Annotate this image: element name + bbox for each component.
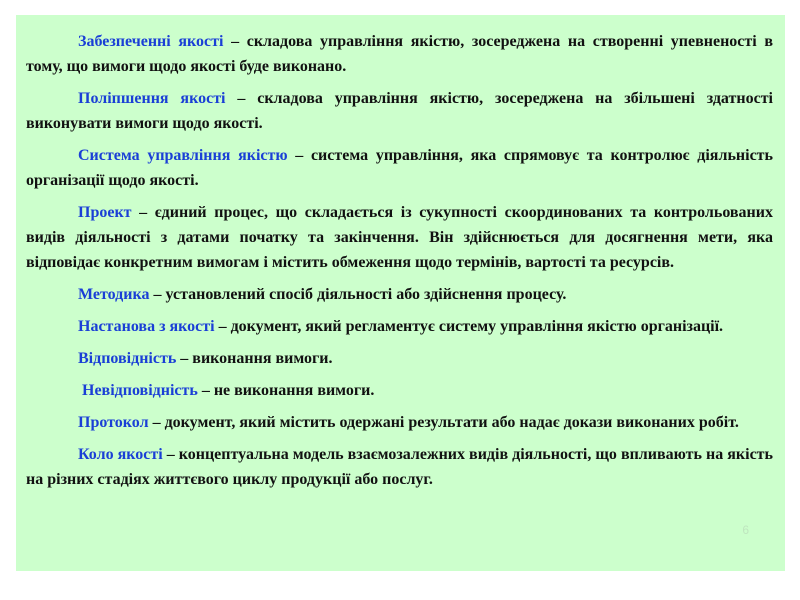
definition-quality-management-system bbox=[26, 143, 773, 193]
definition-text: – складова управління якістю, зосереджена на збільшені здатності виконувати вимоги щодо якості. bbox=[26, 90, 774, 132]
slide-panel bbox=[16, 15, 785, 571]
definition-term: Протокол bbox=[78, 414, 149, 431]
definition-text: – не виконання вимоги. bbox=[197, 382, 375, 399]
definition-quality-manual bbox=[26, 314, 773, 339]
definition-text: – концептуальна модель взаємозалежних видів діяльності, що впливають на якість на різних стадіях життєвого циклу продукції або послуг. bbox=[26, 446, 773, 488]
slide-number: 6 bbox=[742, 523, 749, 537]
definitions-list bbox=[26, 29, 773, 499]
definition-conformity bbox=[26, 346, 773, 371]
definition-term: Настанова з якості bbox=[78, 318, 215, 335]
definition-text: – документ, який регламентує систему управління якістю організації. bbox=[214, 318, 724, 335]
definition-term: Поліпшення якості bbox=[78, 90, 226, 107]
definition-quality-assurance bbox=[26, 29, 773, 79]
definition-term: Відповідність bbox=[78, 350, 177, 367]
definition-term: Коло якості bbox=[78, 446, 163, 463]
definition-term: Проект bbox=[78, 204, 132, 221]
definition-text: – установлений спосіб діяльності або здійснення процесу. bbox=[149, 286, 567, 303]
definition-term: Методика bbox=[78, 286, 150, 303]
definition-term: Невідповідність bbox=[82, 382, 198, 399]
definition-quality-loop bbox=[26, 442, 773, 492]
definition-quality-improvement bbox=[26, 86, 773, 136]
definition-text: – виконання вимоги. bbox=[176, 350, 333, 367]
definition-term: Забезпеченні якості bbox=[78, 33, 224, 50]
definition-text: – система управління, яка спрямовує та контролює діяльність організації щодо якості. bbox=[26, 147, 773, 189]
definition-text: – документ, який містить одержані результати або надає докази виконаних робіт. bbox=[148, 414, 739, 431]
definition-procedure bbox=[26, 282, 773, 307]
definition-term: Система управління якістю bbox=[78, 147, 288, 164]
definition-nonconformity bbox=[26, 378, 773, 403]
definition-text: – єдиний процес, що складається із сукупності скоординованих та контрольованих видів діяльності з датами початку та закінчення. Він здійснюється для досягнення мети, яка відповідає конкретним вимогам і містить обмеження щодо термінів, вартості та ресурсів. bbox=[26, 204, 773, 271]
definition-project bbox=[26, 200, 773, 275]
definition-record bbox=[26, 410, 773, 435]
definition-text: – складова управління якістю, зосереджена на створенні упевненості в тому, що вимоги щодо якості буде виконано. bbox=[26, 33, 773, 75]
